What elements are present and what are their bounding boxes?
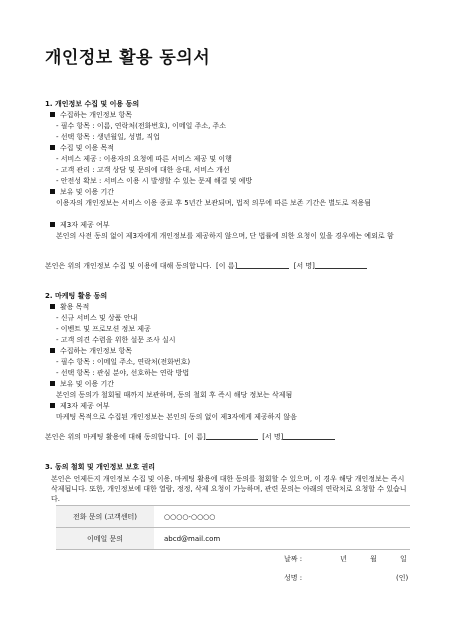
section1-item: - 고객 관리 : 고객 상담 및 문의에 대한 응대, 서비스 개선 [56,166,230,174]
section2-item: - 필수 항목 : 이메일 주소, 연락처(전화번호) [56,358,191,366]
section1-bullet-thirdparty [50,221,109,230]
section1-item: - 필수 항목 : 이름, 연락처(전화번호), 이메일 주소, 주소 [56,122,227,130]
section1-item: - 안전성 확보 : 서비스 이용 시 발생할 수 있는 문제 해결 및 예방 [56,177,253,185]
bullet-label: 수집 및 이용 목적 [60,144,115,152]
consent-statement: 본인은 위의 마케팅 활용에 대해 동의합니다. [45,433,181,441]
bullet-square-icon [50,112,55,117]
bullet-label: 보유 및 이용 기간 [60,380,115,388]
section2-bullet-period [50,380,114,389]
section2-period-text: 본인의 동의가 철회될 때까지 보관하며, 동의 철회 후 즉시 해당 정보는 삭제됨 [56,391,293,399]
bullet-label: 제3자 제공 여부 [60,221,110,229]
bullet-square-icon [50,304,55,309]
section3-heading: 3. 동의 철회 및 개인정보 보호 권리 [45,463,156,471]
section2-item: - 이벤트 및 프로모션 정보 제공 [56,325,151,333]
contact-label: 이메일 문의 [56,528,154,550]
signer-name-label: 성명 : [284,574,303,582]
consent-statement: 본인은 위의 개인정보 수집 및 이용에 대해 동의합니다. [45,262,212,270]
seal-label: (인) [396,574,409,582]
signature-blank-field[interactable] [283,432,335,440]
name-label: [이 름] [184,433,206,441]
bullet-square-icon [50,189,55,194]
section1-period-text: 이용자의 개인정보는 서비스 이용 종료 후 5년간 보관되며, 법적 의무에 따른 보존 기간은 별도로 적용됨 [56,199,372,207]
contact-table [56,505,410,550]
bullet-label: 제3자 제공 여부 [60,402,110,410]
name-blank-field[interactable] [206,432,258,440]
section2-item: - 선택 항목 : 관심 분야, 선호하는 연락 방법 [56,369,190,377]
date-label: 날짜 : [284,555,303,563]
section2-bullet-purpose [50,303,89,312]
date-year-label: 년 [340,555,347,563]
contact-value: ○○○○-○○○○ [154,506,410,528]
section1-consent-line [45,261,367,271]
contact-row-email [56,528,410,550]
section1-bullet-purpose [50,144,114,153]
bullet-label: 활용 목적 [60,303,90,311]
section1-thirdparty-text: 본인의 사전 동의 없이 제3자에게 개인정보를 제공하지 않으며, 단 법률에 의한 요청이 있을 경우에는 예외로 함 [56,232,394,240]
signature-label: [서 명] [293,262,315,270]
bullet-square-icon [50,145,55,150]
section2-heading: 2. 마케팅 활용 동의 [45,292,108,300]
bullet-label: 보유 및 이용 기간 [60,188,115,196]
section2-item: - 고객 의견 수렴을 위한 설문 조사 실시 [56,336,176,344]
contact-row-phone [56,506,410,528]
date-month-label: 월 [370,555,377,563]
section3-text: 본인은 언제든지 개인정보 수집 및 이용, 마케팅 활용에 대한 동의를 철회할 수 있으며, 이 경우 해당 개인정보는 즉시 삭제됩니다. 또한, 개인정보에 대한 열람, 정정, 삭제 요청이 가능하며, 관련 문의는 아래의 연락처로 요청할 수 있습니다. [51,475,407,503]
section1-item: - 서비스 제공 : 이용자의 요청에 따른 서비스 제공 및 이행 [56,155,232,163]
section1-heading: 1. 개인정보 수집 및 이용 동의 [45,100,140,108]
bullet-square-icon [50,348,55,353]
section2-consent-line [45,432,335,442]
contact-value: abcd@mail.com [154,528,410,550]
section2-thirdparty-text: 마케팅 목적으로 수집된 개인정보는 본인의 동의 없이 제3자에게 제공하지 않음 [56,413,297,421]
bullet-square-icon [50,381,55,386]
section1-bullet-period [50,188,114,197]
date-day-label: 일 [400,555,407,563]
bullet-square-icon [50,403,55,408]
contact-label: 전화 문의 (고객센터) [56,506,154,528]
section1-item: - 선택 항목 : 생년월일, 성별, 직업 [56,133,160,141]
bullet-label: 수집하는 개인정보 항목 [60,347,133,355]
section2-item: - 신규 서비스 및 상품 안내 [56,314,138,322]
signature-label: [서 명] [262,433,284,441]
section2-bullet-thirdparty [50,402,109,411]
signature-blank-field[interactable] [315,261,367,269]
bullet-square-icon [50,222,55,227]
name-blank-field[interactable] [237,261,289,269]
section2-bullet-items [50,347,132,356]
name-label: [이 름] [216,262,238,270]
page-title: 개인정보 활용 동의서 [45,48,211,68]
section1-bullet-items [50,111,132,120]
bullet-label: 수집하는 개인정보 항목 [60,111,133,119]
